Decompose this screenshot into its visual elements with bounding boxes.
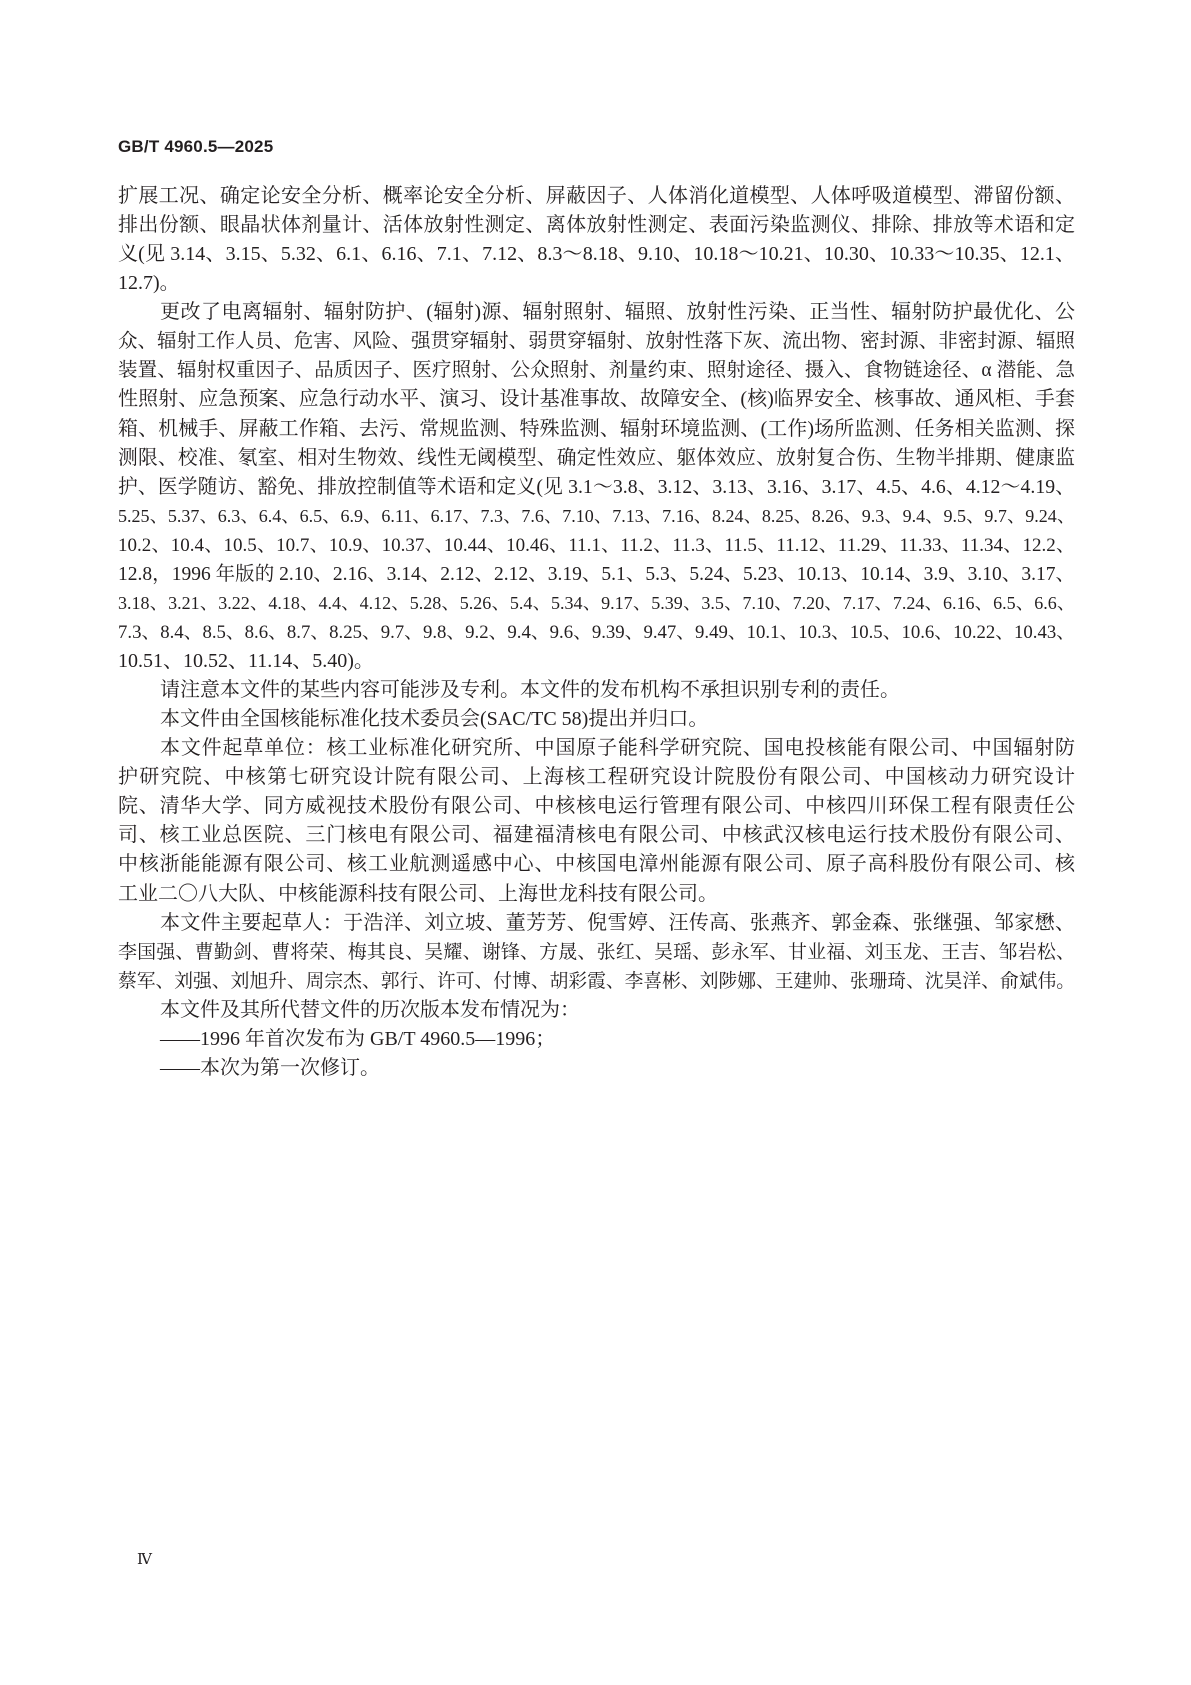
list-item: ——本次为第一次修订。 xyxy=(160,1056,380,1079)
text-line: 5.25、5.37、6.3、6.4、6.5、6.9、6.11、6.17、7.3、7.6、7.10、7.13、7.16、8.24、8.25、8.26、9.3、9.4、9.5、9.7、9.24、 xyxy=(118,505,1075,526)
text-line: 众、辐射工作人员、危害、风险、强贯穿辐射、弱贯穿辐射、放射性落下灰、流出物、密封源、非密封源、辐照 xyxy=(118,331,1075,353)
text-line: 本文件及其所代替文件的历次版本发布情况为： xyxy=(160,998,580,1021)
text-line: 扩展工况、确定论安全分析、概率论安全分析、屏蔽因子、人体消化道模型、人体呼吸道模型、滞留份额、 xyxy=(118,185,1075,207)
text-line: 排出份额、眼晶状体剂量计、活体放射性测定、离体放射性测定、表面污染监测仪、排除、排放等术语和定 xyxy=(118,214,1075,237)
paragraph-proposed-by xyxy=(118,705,1075,734)
text-line: 10.51、10.52、11.14、5.40)。 xyxy=(118,650,374,672)
text-line: 箱、机械手、屏蔽工作箱、去污、常规监测、特殊监测、辐射环境监测、(工作)场所监测、任务相关监测、探 xyxy=(118,417,1075,440)
text-line: 蔡军、刘强、刘旭升、周宗杰、郭行、许可、付博、胡彩霞、李喜彬、刘陟娜、王建帅、张珊琦、沈昊洋、俞斌伟。 xyxy=(118,970,1075,992)
text-line: 本文件主要起草人：于浩洋、刘立坡、董芳芳、倪雪婷、汪传高、张燕齐、郭金森、张继强、邹家懋、 xyxy=(160,911,1075,934)
text-line: 工业二〇八大队、中核能源科技有限公司、上海世龙科技有限公司。 xyxy=(118,882,718,905)
text-line: 测限、校准、氡室、相对生物效、线性无阈模型、确定性效应、躯体效应、放射复合伤、生物半排期、健康监 xyxy=(118,446,1075,469)
text-line: 中核浙能能源有限公司、核工业航测遥感中心、中核国电漳州能源有限公司、原子高科股份有限公司、核 xyxy=(118,853,1075,876)
text-line: 12.8，1996 年版的 2.10、2.16、3.14、2.12、2.12、3.19、5.1、5.3、5.24、5.23、10.13、10.14、3.9、3.10、3.17、 xyxy=(118,563,1075,585)
paragraph-added-terms-tail xyxy=(118,182,1075,298)
text-line: 7.3、8.4、8.5、8.6、8.7、8.25、9.7、9.8、9.2、9.4、9.6、9.39、9.47、9.49、10.1、10.3、10.5、10.6、10.22、10.43、 xyxy=(118,621,1075,643)
text-line: 护研究院、中核第七研究设计院有限公司、上海核工程研究设计院股份有限公司、中国核动力研究设计 xyxy=(118,766,1075,789)
text-line: 司、核工业总医院、三门核电有限公司、福建福清核电有限公司、中核武汉核电运行技术股份有限公司、 xyxy=(118,824,1075,847)
text-line: 12.7)。 xyxy=(118,272,180,295)
paragraph-patent-notice xyxy=(118,676,1075,705)
text-line: 本文件由全国核能标准化技术委员会(SAC/TC 58)提出并归口。 xyxy=(160,708,709,731)
text-line: 本文件起草单位：核工业标准化研究所、中国原子能科学研究院、国电投核能有限公司、中国辐射防 xyxy=(160,737,1075,760)
text-line: 义(见 3.14、3.15、5.32、6.1、6.16、7.1、7.12、8.3～8.18、9.10、10.18～10.21、10.30、10.33～10.35、12.1、 xyxy=(118,243,1075,266)
foreword-body xyxy=(118,182,1075,1083)
text-line: 装置、辐射权重因子、品质因子、医疗照射、公众照射、剂量约束、照射途径、摄入、食物链途径、α 潜能、急 xyxy=(118,360,1075,382)
text-line: 请注意本文件的某些内容可能涉及专利。本文件的发布机构不承担识别专利的责任。 xyxy=(160,679,900,702)
text-line: 10.2、10.4、10.5、10.7、10.9、10.37、10.44、10.46、11.1、11.2、11.3、11.5、11.12、11.29、11.33、11.34、12.2、 xyxy=(118,534,1075,556)
paragraph-drafting-units xyxy=(118,734,1075,908)
paragraph-changed-terms xyxy=(118,298,1075,676)
text-line: 院、清华大学、同方威视技术股份有限公司、中核核电运行管理有限公司、中核四川环保工程有限责任公 xyxy=(118,795,1075,818)
list-item: ——1996 年首次发布为 GB/T 4960.5—1996； xyxy=(160,1027,556,1050)
text-line: 更改了电离辐射、辐射防护、(辐射)源、辐射照射、辐照、放射性污染、正当性、辐射防护最优化、公 xyxy=(160,301,1075,324)
paragraph-drafters xyxy=(118,909,1075,996)
document-number-header: GB/T 4960.5—2025 xyxy=(118,137,274,156)
text-line: 性照射、应急预案、应急行动水平、演习、设计基准事故、故障安全、(核)临界安全、核事故、通风柜、手套 xyxy=(118,388,1075,411)
text-line: 3.18、3.21、3.22、4.18、4.4、4.12、5.28、5.26、5.4、5.34、9.17、5.39、3.5、7.10、7.20、7.17、7.24、6.16、6.5、6.6、 xyxy=(118,592,1075,613)
paragraph-version-history xyxy=(118,996,1075,1083)
page-number: Ⅳ xyxy=(137,1552,152,1568)
text-line: 李国强、曹勤剑、曹将荣、梅其良、吴耀、谢锋、方晟、张红、吴瑶、彭永军、甘业福、刘玉龙、王吉、邹岩松、 xyxy=(118,941,1075,963)
text-line: 护、医学随访、豁免、排放控制值等术语和定义(见 3.1～3.8、3.12、3.13、3.16、3.17、4.5、4.6、4.12～4.19、 xyxy=(118,475,1075,498)
